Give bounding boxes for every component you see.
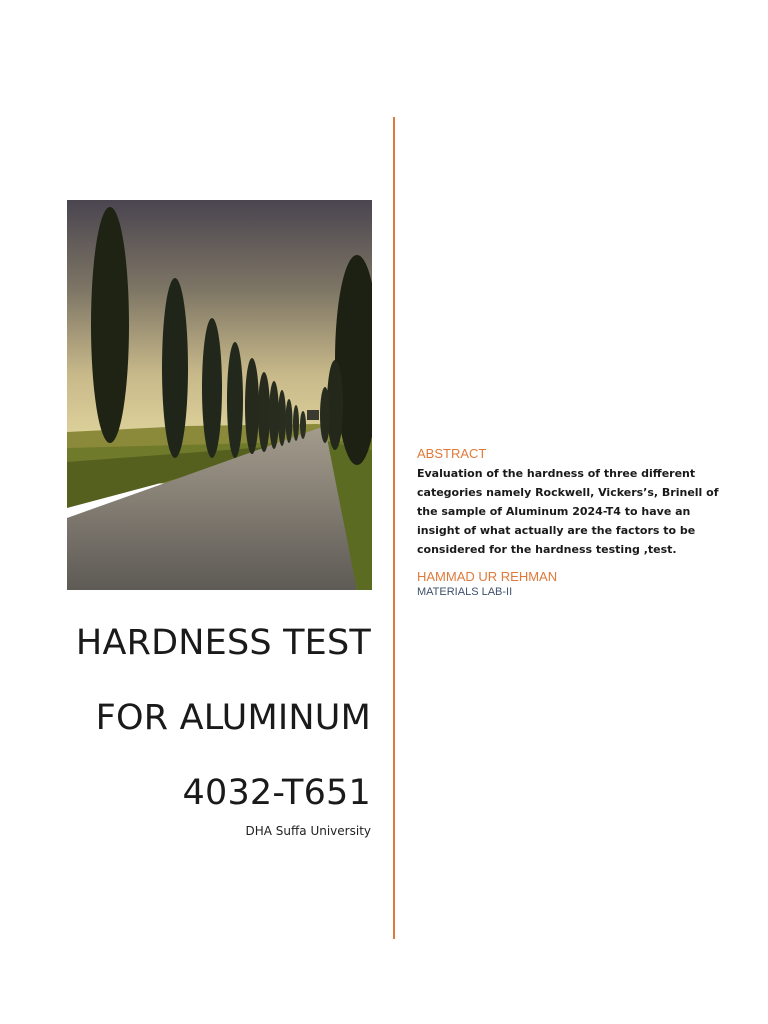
cover-image bbox=[67, 200, 372, 590]
author-name: HAMMAD UR REHMAN bbox=[417, 569, 558, 584]
title-line-1: HARDNESS TEST bbox=[75, 623, 371, 663]
course-name: MATERIALS LAB-II bbox=[417, 586, 513, 598]
document-title bbox=[40, 606, 371, 831]
title-line-3: 4032-T651 bbox=[182, 773, 371, 813]
abstract-heading: ABSTRACT bbox=[417, 446, 487, 461]
abstract-section bbox=[417, 446, 727, 598]
title-line-2: FOR ALUMINUM bbox=[95, 698, 371, 738]
university-name: DHA Suffa University bbox=[245, 824, 371, 838]
vertical-divider bbox=[393, 117, 395, 939]
abstract-body: Evaluation of the hardness of three different categories namely Rockwell, Vickers’s, Brinell of the sample of Aluminum 2024-T4 to have an insight of what actually are the factors to be considered for the hardness testing ,test. bbox=[417, 467, 719, 556]
